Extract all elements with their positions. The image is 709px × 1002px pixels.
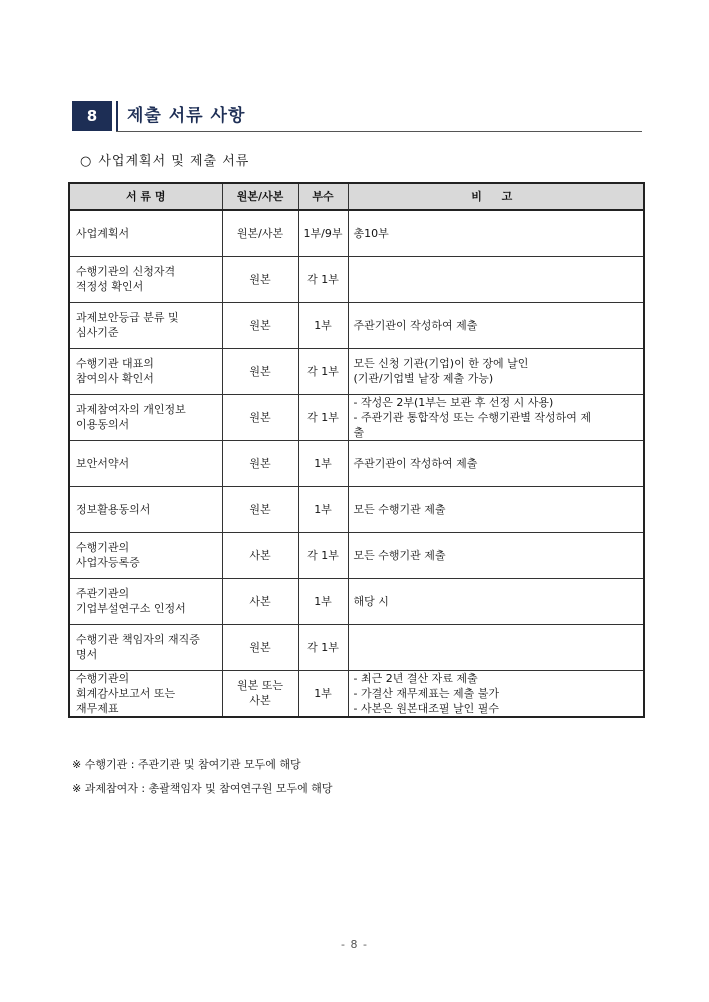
document-name-cell xyxy=(69,440,222,486)
remarks-cell xyxy=(348,486,644,532)
cell-text: 회계감사보고서 또는 xyxy=(76,686,176,700)
table-header-row xyxy=(69,183,644,210)
section-header xyxy=(72,101,642,133)
cell-text: 원본 xyxy=(249,502,271,516)
remarks-cell xyxy=(348,670,644,717)
cell-text: 사본 xyxy=(249,594,271,608)
document-name-cell xyxy=(69,348,222,394)
cell-text: 사업계획서 xyxy=(76,226,130,240)
section-divider xyxy=(116,101,118,131)
remarks-cell xyxy=(348,624,644,670)
original-copy-cell xyxy=(222,486,298,532)
cell-text: 사본 xyxy=(249,694,271,707)
cell-text: 1부 xyxy=(314,456,332,470)
cell-text: 원본 xyxy=(249,456,271,470)
cell-text: 재무제표 xyxy=(76,701,119,715)
cell-text: 원본 xyxy=(249,640,271,654)
original-copy-cell xyxy=(222,394,298,440)
original-copy-cell xyxy=(222,210,298,256)
footnotes xyxy=(72,753,333,801)
cell-text: - 사본은 원본대조필 날인 필수 xyxy=(353,701,499,715)
cell-text: 원본 xyxy=(249,318,271,332)
original-copy-cell xyxy=(222,302,298,348)
header-remarks: 비 고 xyxy=(348,183,644,210)
original-copy-cell xyxy=(222,532,298,578)
page-number: - 8 - xyxy=(341,938,368,951)
copies-cell xyxy=(298,486,348,532)
section-underline xyxy=(116,131,642,132)
cell-text: 주관기관이 작성하여 제출 xyxy=(353,318,478,332)
documents-table xyxy=(68,182,645,718)
cell-text: 해당 시 xyxy=(353,594,389,608)
table-row xyxy=(69,302,644,348)
remarks-cell xyxy=(348,394,644,440)
subtitle-text: 사업계획서 및 제출 서류 xyxy=(98,154,250,169)
header-document-name: 서 류 명 xyxy=(69,183,222,210)
header-copies: 부수 xyxy=(298,183,348,210)
cell-text: 1부 xyxy=(314,686,332,700)
remarks-cell xyxy=(348,532,644,578)
remarks-cell xyxy=(348,210,644,256)
cell-text: 이용동의서 xyxy=(76,418,130,431)
cell-text: 정보활용동의서 xyxy=(76,502,151,516)
cell-text: 출 xyxy=(353,425,365,439)
copies-cell xyxy=(298,578,348,624)
cell-text: 수행기관의 xyxy=(76,671,130,685)
cell-text: - 주관기관 통합작성 또는 수행기관별 작성하여 제 xyxy=(353,410,591,424)
cell-text: 모든 수행기관 제출 xyxy=(353,502,446,516)
remarks-cell xyxy=(348,348,644,394)
copies-cell xyxy=(298,256,348,302)
original-copy-cell xyxy=(222,578,298,624)
cell-text: 각 1부 xyxy=(307,410,339,424)
cell-text: 주관기관의 xyxy=(76,587,130,600)
cell-text: (기관/기업별 낱장 제출 가능) xyxy=(353,372,494,385)
cell-text: 수행기관의 xyxy=(76,541,130,554)
section-title: 제출 서류 사항 xyxy=(127,106,246,126)
cell-text: 사본 xyxy=(249,548,271,562)
cell-text: 총10부 xyxy=(353,226,389,240)
cell-text: 과제참여자의 개인정보 xyxy=(76,403,186,416)
table-row xyxy=(69,578,644,624)
table-row xyxy=(69,348,644,394)
original-copy-cell xyxy=(222,440,298,486)
table-row xyxy=(69,256,644,302)
cell-text: 원본 xyxy=(249,364,271,378)
table-row xyxy=(69,624,644,670)
cell-text: 원본 xyxy=(249,410,271,424)
remarks-cell xyxy=(348,302,644,348)
cell-text: 각 1부 xyxy=(307,272,339,286)
cell-text: 수행기관의 신청자격 xyxy=(76,265,176,278)
document-name-cell xyxy=(69,302,222,348)
copies-cell xyxy=(298,440,348,486)
copies-cell xyxy=(298,348,348,394)
cell-text: 주관기관이 작성하여 제출 xyxy=(353,456,478,470)
cell-text: 수행기관 책임자의 재직증 xyxy=(76,633,200,646)
copies-cell xyxy=(298,624,348,670)
copies-cell xyxy=(298,210,348,256)
cell-text: - 가결산 재무제표는 제출 불가 xyxy=(353,686,499,700)
cell-text: 참여의사 확인서 xyxy=(76,372,154,385)
footnote: ※ 과제참여자 : 총괄책임자 및 참여연구원 모두에 해당 xyxy=(72,782,333,795)
cell-text: 각 1부 xyxy=(307,640,339,654)
section-number: 8 xyxy=(72,101,112,131)
original-copy-cell xyxy=(222,256,298,302)
cell-text: 기업부설연구소 인정서 xyxy=(76,602,186,615)
table-row xyxy=(69,440,644,486)
cell-text: 모든 수행기관 제출 xyxy=(353,548,446,562)
copies-cell xyxy=(298,670,348,717)
document-name-cell xyxy=(69,624,222,670)
remarks-cell xyxy=(348,440,644,486)
table-row xyxy=(69,210,644,256)
cell-text: 보안서약서 xyxy=(76,456,130,470)
cell-text: 모든 신청 기관(기업)이 한 장에 날인 xyxy=(353,357,529,370)
cell-text: 1부 xyxy=(314,318,332,332)
cell-text: - 작성은 2부(1부는 보관 후 선정 시 사용) xyxy=(353,395,554,409)
cell-text: 1부 xyxy=(314,502,332,516)
subtitle xyxy=(80,152,249,172)
table-row xyxy=(69,394,644,440)
document-name-cell xyxy=(69,210,222,256)
cell-text: 수행기관 대표의 xyxy=(76,357,154,370)
copies-cell xyxy=(298,394,348,440)
cell-text: 1부 xyxy=(314,594,332,608)
table-row xyxy=(69,486,644,532)
cell-text: 각 1부 xyxy=(307,364,339,378)
footnote: ※ 수행기관 : 주관기관 및 참여기관 모두에 해당 xyxy=(72,758,301,771)
original-copy-cell xyxy=(222,348,298,394)
cell-text: 심사기준 xyxy=(76,326,119,339)
cell-text: 각 1부 xyxy=(307,548,339,562)
document-name-cell xyxy=(69,578,222,624)
table-row xyxy=(69,670,644,717)
original-copy-cell xyxy=(222,670,298,717)
copies-cell xyxy=(298,302,348,348)
circle-bullet-icon: ○ xyxy=(80,154,93,169)
copies-cell xyxy=(298,532,348,578)
document-name-cell xyxy=(69,256,222,302)
document-name-cell xyxy=(69,670,222,717)
remarks-cell xyxy=(348,256,644,302)
remarks-cell xyxy=(348,578,644,624)
cell-text: 원본 또는 xyxy=(236,679,283,692)
document-name-cell xyxy=(69,532,222,578)
cell-text: 과제보안등급 분류 및 xyxy=(76,311,179,324)
header-original-copy: 원본/사본 xyxy=(222,183,298,210)
cell-text: 사업자등록증 xyxy=(76,556,140,569)
cell-text: 원본/사본 xyxy=(236,226,284,240)
document-name-cell xyxy=(69,486,222,532)
original-copy-cell xyxy=(222,624,298,670)
table-row xyxy=(69,532,644,578)
document-name-cell xyxy=(69,394,222,440)
cell-text: 1부/9부 xyxy=(303,226,343,240)
cell-text: - 최근 2년 결산 자료 제출 xyxy=(353,671,478,685)
cell-text: 원본 xyxy=(249,272,271,286)
cell-text: 적정성 확인서 xyxy=(76,280,144,293)
cell-text: 명서 xyxy=(76,648,98,661)
